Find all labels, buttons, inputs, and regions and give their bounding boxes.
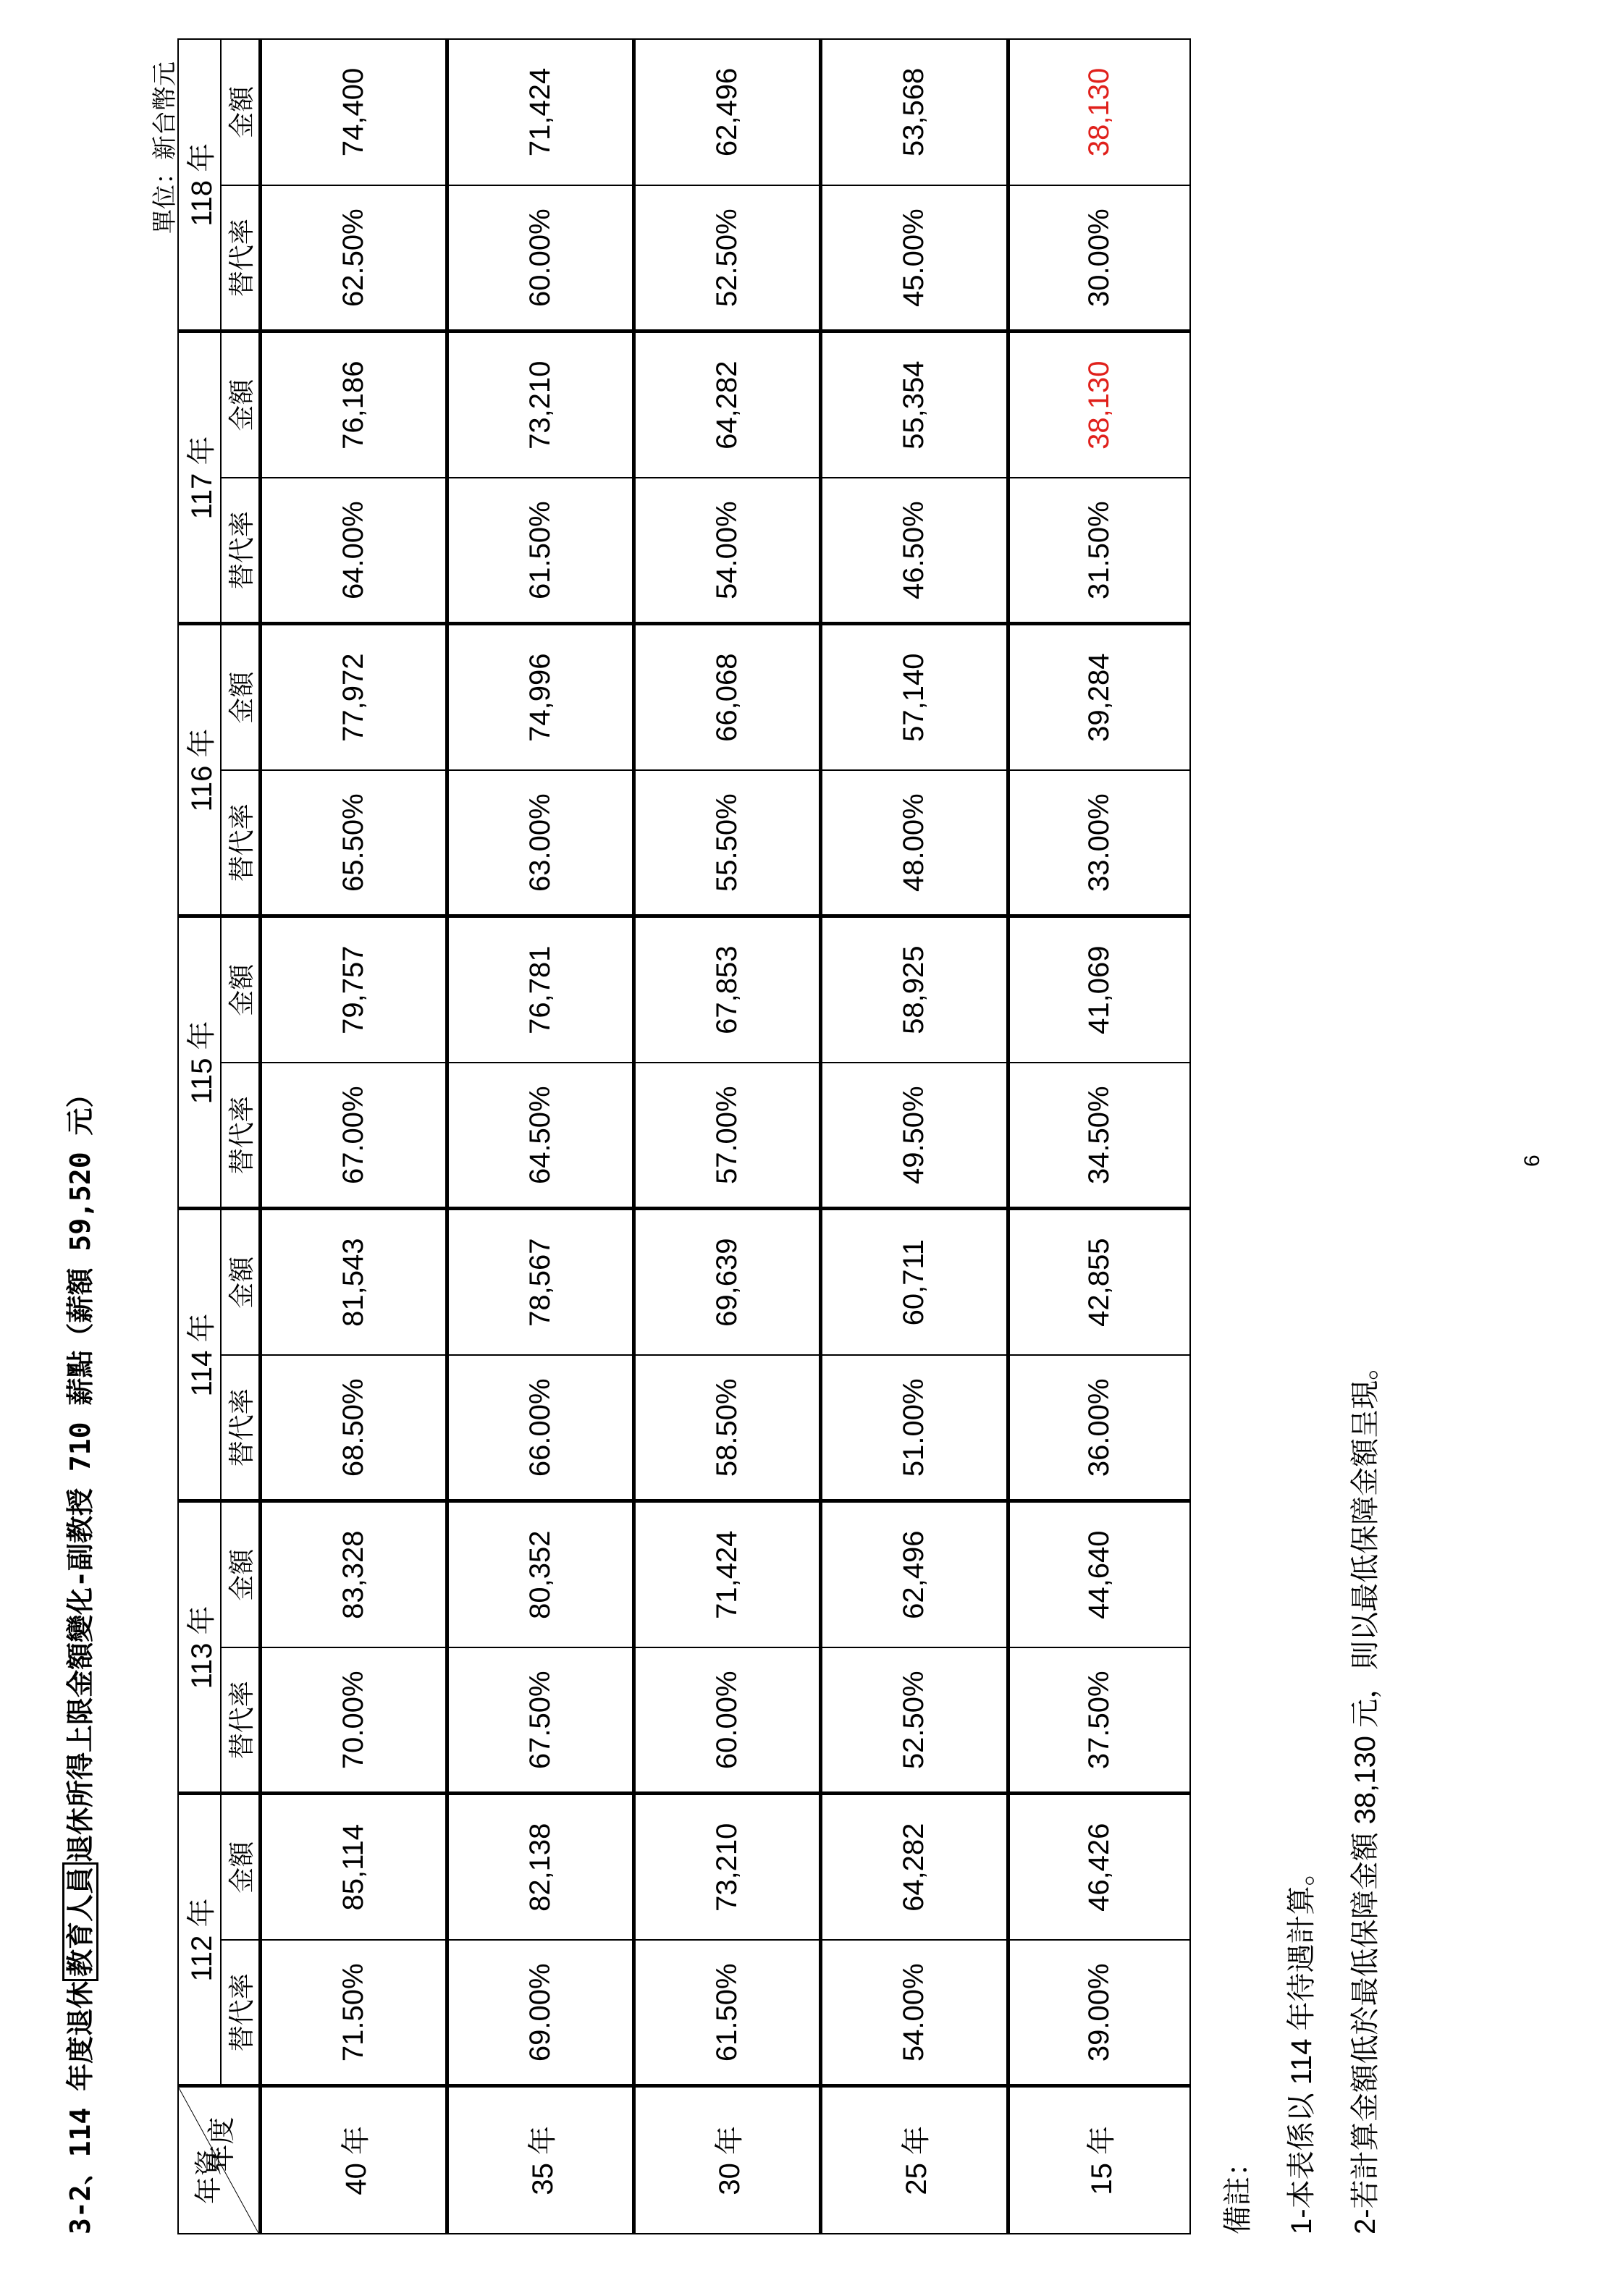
subheader-row [221,39,261,2234]
amount-cell: 69,639 [634,1209,821,1355]
amount-cell: 60,711 [821,1209,1008,1355]
rate-cell: 68.50% [261,1355,447,1501]
page-title [58,1081,98,2234]
table-row [1008,39,1190,2234]
rate-subheader: 替代率 [221,770,261,916]
rate-cell: 60.00% [447,185,634,332]
amount-cell: 74,400 [261,39,447,185]
year-header: 118 年 [178,39,221,332]
amount-cell: 66,068 [634,624,821,770]
amount-cell: 82,138 [447,1794,634,1940]
year-header: 112 年 [178,1794,221,2086]
rate-subheader: 替代率 [221,1063,261,1209]
amount-cell: 74,996 [447,624,634,770]
amount-cell: 77,972 [261,624,447,770]
amount-cell: 38,130 [1008,332,1190,478]
rate-cell: 45.00% [821,185,1008,332]
year-header-row [178,39,221,2234]
amount-cell: 39,284 [1008,624,1190,770]
rate-cell: 33.00% [1008,770,1190,916]
amount-cell: 58,925 [821,916,1008,1063]
rate-cell: 71.50% [261,1940,447,2086]
page-number: 6 [1520,1155,1544,1167]
rate-subheader: 替代率 [221,478,261,624]
table-row [821,39,1008,2234]
retirement-cap-table [177,38,1191,2234]
amount-cell: 57,140 [821,624,1008,770]
amount-cell: 64,282 [634,332,821,478]
rate-cell: 58.50% [634,1355,821,1501]
seniority-cell: 40 年 [261,2086,447,2234]
amount-cell: 80,352 [447,1501,634,1647]
amount-cell: 85,114 [261,1794,447,1940]
amount-cell: 73,210 [447,332,634,478]
rate-subheader: 替代率 [221,185,261,332]
rate-cell: 37.50% [1008,1647,1190,1794]
rate-cell: 30.00% [1008,185,1190,332]
seniority-cell: 25 年 [821,2086,1008,2234]
rate-cell: 70.00% [261,1647,447,1794]
amount-cell: 53,568 [821,39,1008,185]
amount-cell: 41,069 [1008,916,1190,1063]
notes-section [1223,1351,1415,2234]
rate-cell: 31.50% [1008,478,1190,624]
title-suffix: 退休所得上限金額變化-副教授 710 薪點（薪額 59,520 元） [64,1080,96,1862]
note-item: 1-本表係以 114 年待遇計算。 [1286,1857,1318,2234]
seniority-cell: 35 年 [447,2086,634,2234]
title-boxed-term: 教育人員 [62,1862,98,1981]
amount-subheader: 金額 [221,1794,261,1940]
rate-subheader: 替代率 [221,1647,261,1794]
rate-cell: 66.00% [447,1355,634,1501]
amount-cell: 64,282 [821,1794,1008,1940]
amount-cell: 46,426 [1008,1794,1190,1940]
rate-cell: 61.50% [447,478,634,624]
rate-cell: 67.50% [447,1647,634,1794]
amount-cell: 62,496 [634,39,821,185]
year-header: 115 年 [178,916,221,1209]
amount-cell: 76,186 [261,332,447,478]
rate-cell: 61.50% [634,1940,821,2086]
rate-cell: 52.50% [634,185,821,332]
corner-seniority-label: 年資 [194,2148,224,2204]
rate-cell: 63.00% [447,770,634,916]
rate-cell: 67.00% [261,1063,447,1209]
amount-cell: 71,424 [447,39,634,185]
rate-cell: 64.50% [447,1063,634,1209]
rate-cell: 54.00% [634,478,821,624]
amount-cell: 62,496 [821,1501,1008,1647]
table-row [634,39,821,2234]
amount-cell: 73,210 [634,1794,821,1940]
rate-cell: 65.50% [261,770,447,916]
amount-subheader: 金額 [221,332,261,478]
table-row [447,39,634,2234]
rate-cell: 69.00% [447,1940,634,2086]
rate-cell: 36.00% [1008,1355,1190,1501]
amount-subheader: 金額 [221,39,261,185]
rate-cell: 46.50% [821,478,1008,624]
seniority-cell: 30 年 [634,2086,821,2234]
table-corner-header [178,2086,261,2234]
rate-subheader: 替代率 [221,1355,261,1501]
rate-cell: 54.00% [821,1940,1008,2086]
amount-cell: 71,424 [634,1501,821,1647]
table-body [261,39,1191,2234]
rate-cell: 51.00% [821,1355,1008,1501]
amount-cell: 38,130 [1008,39,1190,185]
year-header: 113 年 [178,1501,221,1794]
corner-year-label: 年度 [207,2116,237,2172]
amount-subheader: 金額 [221,916,261,1063]
rate-cell: 39.00% [1008,1940,1190,2086]
year-header: 116 年 [178,624,221,916]
notes-heading: 備註： [1222,2148,1254,2234]
table-row [261,39,447,2234]
rate-cell: 34.50% [1008,1063,1190,1209]
rate-cell: 62.50% [261,185,447,332]
amount-cell: 42,855 [1008,1209,1190,1355]
currency-unit: 單位：新台幣元 [151,62,179,234]
year-header: 117 年 [178,332,221,624]
amount-subheader: 金額 [221,624,261,770]
amount-subheader: 金額 [221,1501,261,1647]
year-header: 114 年 [178,1209,221,1501]
seniority-cell: 15 年 [1008,2086,1190,2234]
rate-cell: 49.50% [821,1063,1008,1209]
amount-cell: 81,543 [261,1209,447,1355]
note-item: 2-若計算金額低於最低保障金額 38,130 元，則以最低保障金額呈現。 [1349,1351,1381,2234]
rate-cell: 55.50% [634,770,821,916]
title-prefix: 3-2、114 年度退休 [64,1980,96,2234]
amount-cell: 83,328 [261,1501,447,1647]
amount-cell: 44,640 [1008,1501,1190,1647]
amount-subheader: 金額 [221,1209,261,1355]
rate-cell: 48.00% [821,770,1008,916]
rate-cell: 52.50% [821,1647,1008,1794]
amount-cell: 79,757 [261,916,447,1063]
amount-cell: 76,781 [447,916,634,1063]
rate-cell: 64.00% [261,478,447,624]
rate-cell: 60.00% [634,1647,821,1794]
rate-subheader: 替代率 [221,1940,261,2086]
rate-cell: 57.00% [634,1063,821,1209]
amount-cell: 55,354 [821,332,1008,478]
amount-cell: 78,567 [447,1209,634,1355]
amount-cell: 67,853 [634,916,821,1063]
